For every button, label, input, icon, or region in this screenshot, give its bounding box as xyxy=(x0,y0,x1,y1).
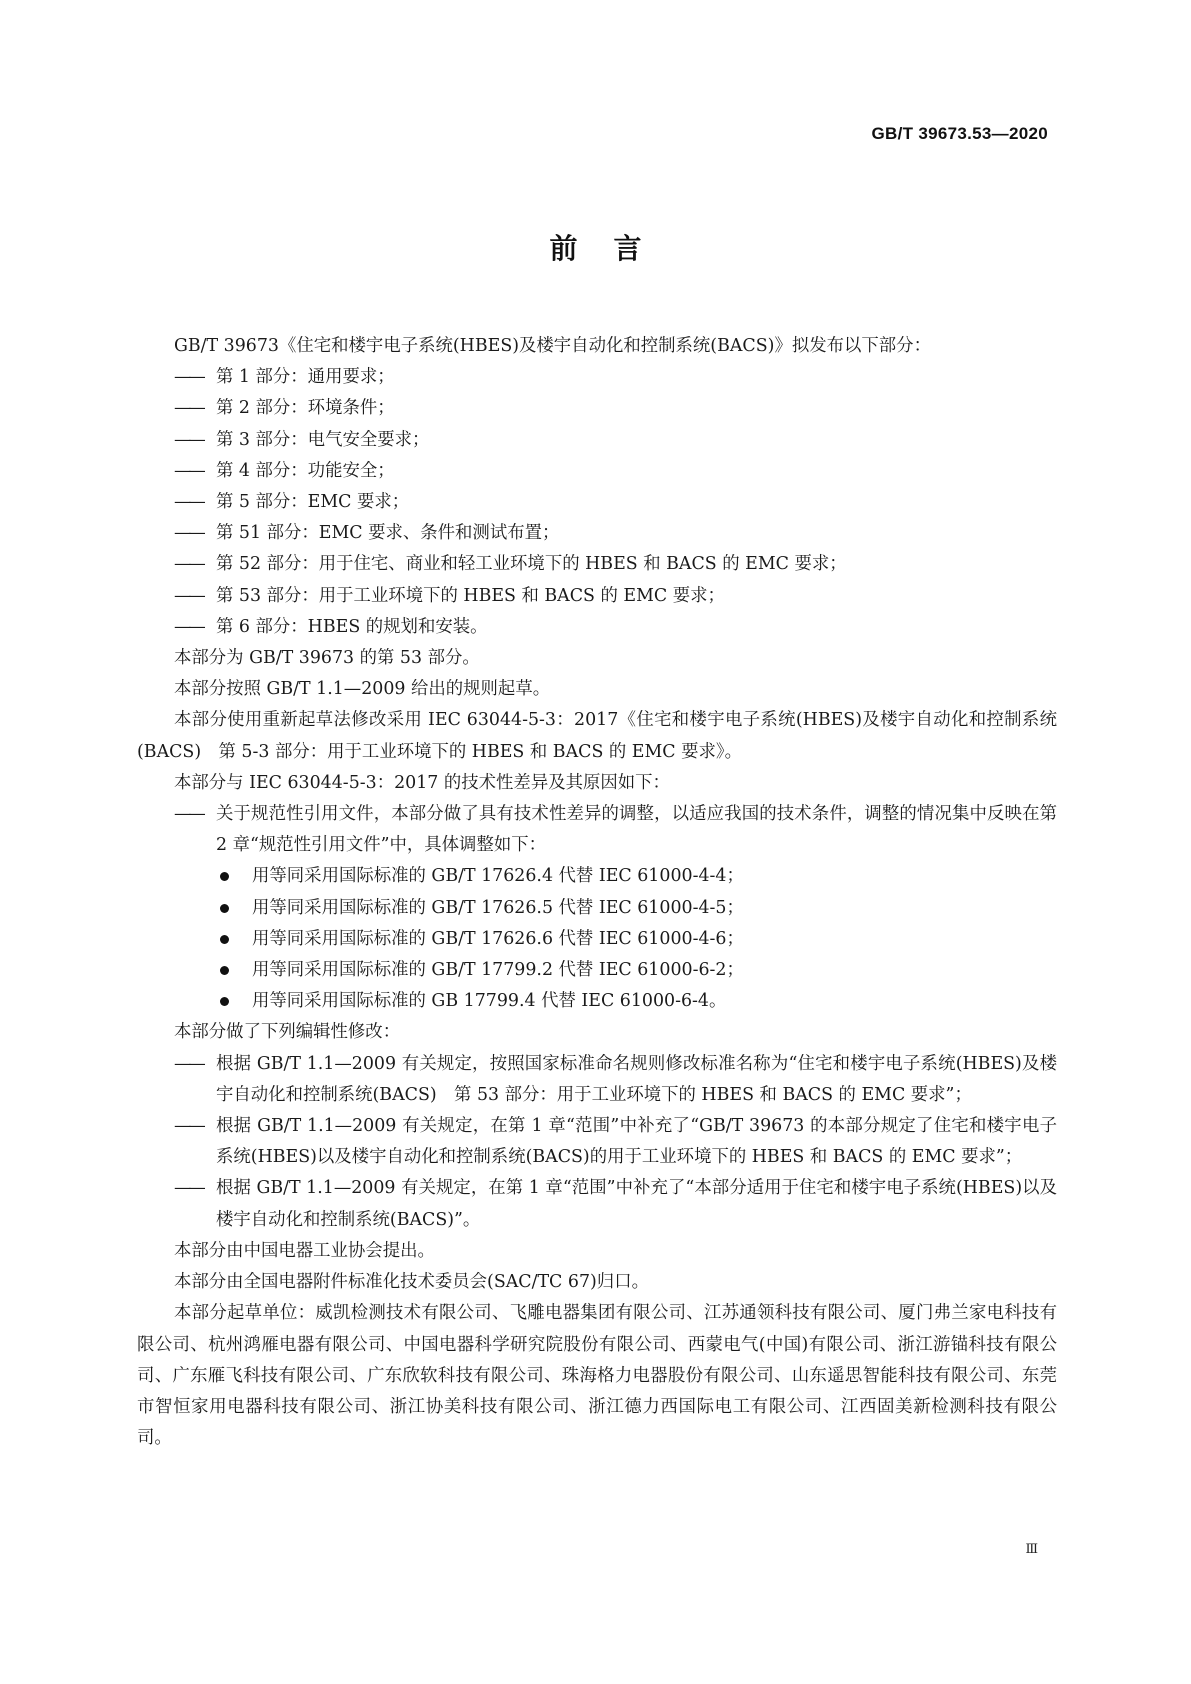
dash-mark: —— xyxy=(174,554,203,575)
list-item-text: 第 5 部分：EMC 要求； xyxy=(216,492,410,513)
list-item-text: 第 2 部分：环境条件； xyxy=(216,398,395,419)
dash-mark: —— xyxy=(174,429,203,450)
dash-mark: —— xyxy=(174,1053,203,1074)
list-item-text: 第 53 部分：用于工业环境下的 HBES 和 BACS 的 EMC 要求； xyxy=(216,585,725,606)
dash-mark: —— xyxy=(174,804,203,825)
tech-diff-paragraph: 本部分与 IEC 63044-5-3：2017 的技术性差异及其原因如下： xyxy=(174,772,670,793)
bullet-item-text: 用等同采用国际标准的 GB 17799.4 代替 IEC 61000-6-4。 xyxy=(252,991,727,1012)
list-item xyxy=(137,1173,1057,1235)
list-item xyxy=(137,612,1057,643)
bullet-item xyxy=(137,955,1057,986)
list-item-text: 第 4 部分：功能安全； xyxy=(216,460,395,481)
list-item-text: 第 1 部分：通用要求； xyxy=(216,367,395,388)
editorial-paragraph: 本部分做了下列编辑性修改： xyxy=(174,1022,401,1043)
bullet-item-text: 用等同采用国际标准的 GB/T 17799.2 代替 IEC 61000-6-2； xyxy=(252,960,744,981)
bullet-dot-icon xyxy=(220,997,229,1006)
dash-mark: —— xyxy=(174,1178,203,1199)
dash-mark: —— xyxy=(174,460,203,481)
list-item xyxy=(137,362,1057,393)
drafting-rules-paragraph: 本部分按照 GB/T 1.1—2009 给出的规则起草。 xyxy=(174,679,551,700)
dash-mark: —— xyxy=(174,367,203,388)
list-item-text: 根据 GB/T 1.1—2009 有关规定，在第 1 章“范围”中补充了“GB/T 39673 的本部分规定了住宅和楼宇电子系统(HBES)以及楼宇自动化和控制系统(BACS)的用于工业环境下的 HBES 和 BACS 的 EMC 要求”； xyxy=(216,1116,1057,1168)
bullet-item-text: 用等同采用国际标准的 GB/T 17626.5 代替 IEC 61000-4-5； xyxy=(252,897,744,918)
dash-mark: —— xyxy=(174,492,203,513)
dash-mark: —— xyxy=(174,523,203,544)
list-item-text: 第 51 部分：EMC 要求、条件和测试布置； xyxy=(216,523,560,544)
list-item xyxy=(137,393,1057,424)
standard-code: GB/T 39673.53—2020 xyxy=(871,124,1048,143)
tech-diff-item xyxy=(137,799,1057,861)
list-item xyxy=(137,1111,1057,1173)
list-item-text: 根据 GB/T 1.1—2009 有关规定，按照国家标准命名规则修改标准名称为“住宅和楼宇电子系统(HBES)及楼宇自动化和控制系统(BACS) 第 53 部分：用于工业环境下的 HBES 和 BACS 的 EMC 要求”； xyxy=(216,1053,1057,1105)
list-item xyxy=(137,549,1057,580)
list-item xyxy=(137,1049,1057,1111)
bullet-dot-icon xyxy=(220,904,229,913)
dash-mark: —— xyxy=(174,1116,203,1137)
list-item xyxy=(137,518,1057,549)
bullet-item xyxy=(137,924,1057,955)
dash-mark: —— xyxy=(174,585,203,606)
list-item-text: 第 3 部分：电气安全要求； xyxy=(216,429,430,450)
adoption-paragraph: 本部分使用重新起草法修改采用 IEC 63044-5-3：2017《住宅和楼宇电子系统(HBES)及楼宇自动化和控制系统(BACS) 第 5-3 部分：用于工业环境下的 HBES 和 BACS 的 EMC 要求》。 xyxy=(137,710,1057,762)
list-item xyxy=(137,456,1057,487)
list-item-text: 关于规范性引用文件，本部分做了具有技术性差异的调整，以适应我国的技术条件，调整的情况集中反映在第 2 章“规范性引用文件”中，具体调整如下： xyxy=(216,804,1057,856)
bullet-dot-icon xyxy=(220,966,229,975)
editorial-list xyxy=(137,1049,1057,1236)
list-item-text: 第 52 部分：用于住宅、商业和轻工业环境下的 HBES 和 BACS 的 EMC 要求； xyxy=(216,554,847,575)
bullet-item xyxy=(137,893,1057,924)
bullet-item xyxy=(137,861,1057,892)
foreword-body xyxy=(137,331,1057,1454)
list-item-text: 根据 GB/T 1.1—2009 有关规定，在第 1 章“范围”中补充了“本部分适用于住宅和楼宇电子系统(HBES)以及楼宇自动化和控制系统(BACS)”。 xyxy=(216,1178,1057,1230)
list-item xyxy=(137,425,1057,456)
bullet-dot-icon xyxy=(220,872,229,881)
page-number: Ⅲ xyxy=(1025,1542,1039,1557)
page-title: 前言 xyxy=(549,232,678,265)
bullet-item-text: 用等同采用国际标准的 GB/T 17626.4 代替 IEC 61000-4-4； xyxy=(252,866,744,887)
bullet-item-text: 用等同采用国际标准的 GB/T 17626.6 代替 IEC 61000-4-6； xyxy=(252,928,744,949)
parts-list xyxy=(137,362,1057,643)
centralized-by-paragraph: 本部分由全国电器附件标准化技术委员会(SAC/TC 67)归口。 xyxy=(174,1272,649,1293)
bullet-dot-icon xyxy=(220,935,229,944)
dash-mark: —— xyxy=(174,398,203,419)
intro-paragraph: GB/T 39673《住宅和楼宇电子系统(HBES)及楼宇自动化和控制系统(BACS)》拟发布以下部分： xyxy=(174,336,931,356)
drafters-paragraph: 本部分起草单位：威凯检测技术有限公司、飞雕电器集团有限公司、江苏通领科技有限公司、厦门弗兰家电科技有限公司、杭州鸿雁电器有限公司、中国电器科学研究院股份有限公司、西蒙电气(中国)有限公司、浙江游锚科技有限公司、广东雁飞科技有限公司、广东欣软科技有限公司、珠海格力电器股份有限公司、山东遥思智能科技有限公司、东莞市智恒家用电器科技有限公司、浙江协美科技有限公司、浙江德力西国际电工有限公司、江西固美新检测科技有限公司。 xyxy=(137,1303,1057,1449)
proposed-by-paragraph: 本部分由中国电器工业协会提出。 xyxy=(174,1240,435,1261)
list-item xyxy=(137,581,1057,612)
bullet-item xyxy=(137,986,1057,1017)
this-part-paragraph: 本部分为 GB/T 39673 的第 53 部分。 xyxy=(174,648,480,669)
dash-mark: —— xyxy=(174,616,203,637)
replacement-list xyxy=(137,861,1057,1017)
list-item xyxy=(137,487,1057,518)
list-item-text: 第 6 部分：HBES 的规划和安装。 xyxy=(216,616,488,637)
